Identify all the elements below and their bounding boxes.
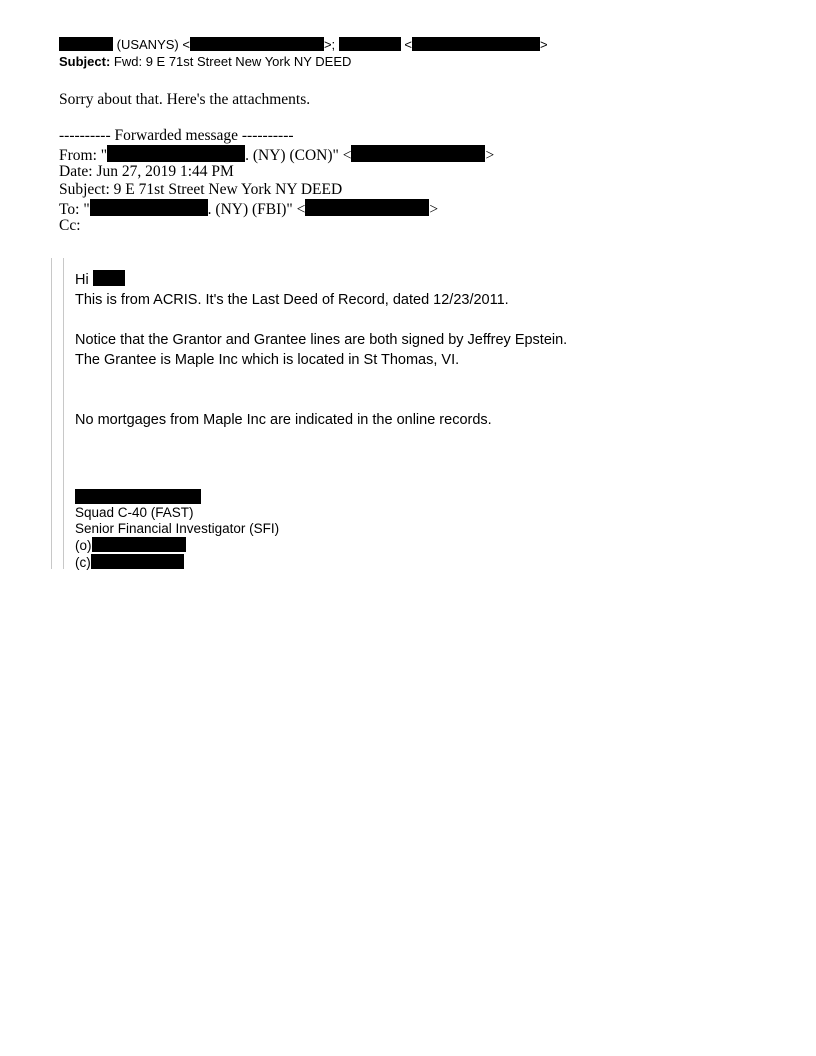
quoted-line-4: No mortgages from Maple Inc are indicated in the online records. [75, 412, 492, 428]
from-label: From: " [59, 147, 108, 164]
redaction [412, 37, 540, 51]
email-header [59, 37, 548, 71]
forward-separator: ---------- Forwarded message ---------- [59, 127, 294, 144]
quoted-message [75, 270, 567, 430]
cell-label: (c) [75, 555, 91, 570]
redaction [75, 489, 201, 504]
redaction [59, 37, 113, 51]
forwarded-message [59, 127, 494, 235]
to-close-bracket: > [429, 201, 439, 218]
forward-cc: Cc: [59, 217, 81, 234]
redaction [107, 145, 245, 162]
redaction [190, 37, 324, 51]
redaction [93, 270, 125, 286]
to-open: < [404, 37, 413, 52]
quote-border [51, 258, 52, 569]
signature-cell [75, 554, 279, 571]
quoted-line-1: This is from ACRIS. It's the Last Deed of Record, dated 12/23/2011. [75, 292, 509, 308]
signature-office [75, 537, 279, 554]
redaction [92, 537, 186, 552]
signature-block [75, 489, 279, 571]
signature-squad: Squad C-40 (FAST) [75, 505, 194, 520]
redaction [305, 199, 429, 216]
subject-line [59, 54, 548, 71]
quoted-line-2: Notice that the Grantor and Grantee lines are both signed by Jeffrey Epstein. [75, 332, 568, 348]
forward-from [59, 145, 494, 163]
subject-label: Subject: [59, 54, 111, 69]
to-label: To: " [59, 201, 90, 218]
quote-border-inner [63, 258, 64, 569]
signature-title: Senior Financial Investigator (SFI) [75, 521, 280, 536]
from-mid: . (NY) (CON)" < [245, 147, 352, 164]
subject-value: Fwd: 9 E 71st Street New York NY DEED [113, 54, 352, 69]
redaction [339, 37, 401, 51]
office-label: (o) [75, 538, 92, 553]
to-separator: >; [323, 37, 336, 52]
redaction [351, 145, 485, 162]
greeting-line [75, 270, 567, 290]
forward-to [59, 199, 494, 217]
redaction [91, 554, 184, 569]
from-close: > [485, 147, 495, 164]
to-close: > [540, 37, 548, 52]
to-line [59, 37, 548, 54]
forward-subject: Subject: 9 E 71st Street New York NY DEED [59, 181, 343, 198]
to-suffix: (USANYS) < [116, 37, 190, 52]
forward-date: Date: Jun 27, 2019 1:44 PM [59, 163, 234, 180]
quoted-line-3: The Grantee is Maple Inc which is located in St Thomas, VI. [75, 352, 460, 368]
redaction [90, 199, 208, 216]
greeting: Hi [75, 272, 89, 288]
to-mid: . (NY) (FBI)" < [207, 201, 306, 218]
intro-text: Sorry about that. Here's the attachments. [59, 91, 311, 108]
